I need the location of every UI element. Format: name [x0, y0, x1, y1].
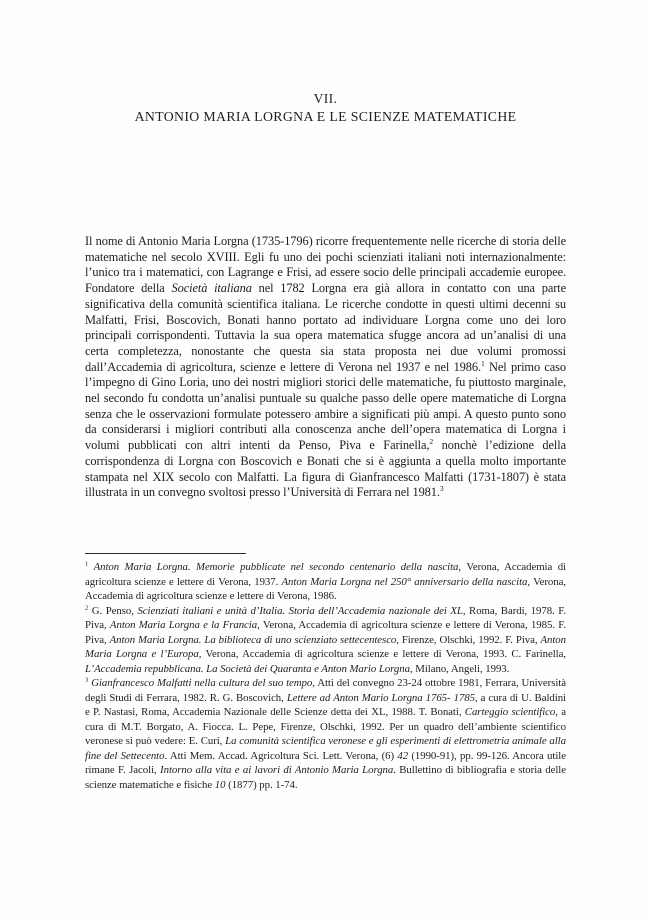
footnote-marker: 3 — [439, 484, 444, 494]
body-paragraph — [85, 234, 566, 501]
text-run: , Roma, Bardi, 1978. F. Piva, — [85, 604, 567, 631]
text-run: , Verona, Accademia di agricoltura scienze e lettere di Verona, 1985. F. Piva, — [85, 619, 567, 646]
footnote-2 — [85, 604, 566, 677]
footnote-marker: 2 — [85, 603, 89, 611]
italic-text-run: 10 — [214, 778, 226, 791]
italic-text-run: Anton Maria Lorgna. Memorie pubblicate nel secondo centenario della nascita — [88, 561, 459, 573]
text-run: G. Penso, — [88, 604, 138, 617]
italic-text-run: Società italiana — [171, 281, 252, 296]
italic-text-run: Intorno alla vita e ai lavori di Antonio Maria Lorgna — [160, 764, 394, 776]
footnote-3 — [85, 676, 566, 792]
text-run: , a cura di M.T. Borgato, A. Fiocca. L. Pepe, Firenze, Olschki, 1992. Per un quadro dell’ambiente scientifico veronese si può vedere: E. Curi, — [85, 706, 566, 747]
footnote-1 — [85, 560, 566, 604]
footnote-marker: 1 — [85, 560, 89, 568]
italic-text-run: Gianfrancesco Malfatti nella cultura del suo tempo — [88, 677, 313, 689]
italic-text-run: Scienziati italiani e unità d’Italia. Storia dell’Accademia nazionale dei XL — [137, 604, 463, 617]
text-run: , Verona, Accademia di agricoltura scienze e lettere di Verona, 1993. C. Farinella, — [198, 648, 567, 660]
text-run: , Verona, Accademia di agricoltura scienze e lettere di Verona, 1937. — [85, 561, 567, 588]
text-run: (1877) pp. 1-74. — [225, 778, 298, 791]
text-run: , Firenze, Olschki, 1992. F. Piva, — [396, 633, 541, 646]
footnote-marker: 3 — [85, 676, 89, 684]
footnote-separator-rule — [85, 553, 246, 554]
footnote-marker: 1 — [480, 358, 485, 368]
chapter-number: VII. — [313, 91, 338, 106]
italic-text-run: La comunità scientifica veronese e gli esperimenti di elettrometria animale alla fine del Settecento — [85, 735, 566, 762]
italic-text-run: Anton Maria Lorgna e la Francia — [109, 619, 258, 631]
main-text-block — [85, 234, 566, 501]
text-run: . Bullettino di bibliografia e storia delle scienze matematiche e fisiche — [85, 764, 566, 791]
footnote-marker: 2 — [429, 437, 434, 447]
text-run: , a cura di U. Baldini e P. Nastasi, Roma, Accademia Nazionale delle Scienze detta dei XL, 1988. T. Bonati, — [85, 691, 566, 718]
italic-text-run: Lettere ad Anton Mario Lorgna 1765- 1785 — [286, 691, 475, 704]
italic-text-run: 42 — [397, 749, 409, 762]
footnotes-section — [85, 553, 566, 792]
text-run: , Milano, Angeli, 1993. — [409, 662, 510, 675]
italic-text-run: Anton Maria Lorgna. La biblioteca di uno scienziato settecentesco — [109, 633, 397, 646]
text-run: nel 1782 Lorgna era già allora in contatto con una parte significativa della comunità scientifica italiana. Le ricerche condotte in questi ultimi decenni su Malfatti, Frisi, Boscovich, Bonati hanno portato ad individuare Lorgna come uno dei loro principali corrispondenti. Tuttavia la sua opera matematica sfugge ancora ad un’analisi di una certa completezza, nonostante che questa sia stata proposta nei due volumi promossi dall’Accademia di agricoltura, scienze e lettere di Verona nel 1937 e nel 1986. — [85, 281, 566, 374]
text-run: Il nome di Antonio Maria Lorgna (1735-1796) ricorre frequentemente nelle ricerche di storia delle matematiche nel secolo XVIII. Egli fu uno dei pochi scienziati italiani noti internazionalmente: l’unico tra i matematici, con Lagrange e Frisi, ad essere socio delle principali accademie europee. Fondatore della — [85, 234, 566, 296]
chapter-heading — [85, 90, 566, 126]
italic-text-run: L’Accademia repubblicana. La Società dei Quaranta e Anton Mario Lorgna — [85, 662, 410, 675]
italic-text-run: Anton Maria Lorgna nel 250° anniversario della nascita — [281, 575, 528, 588]
text-run: , Atti del convegno 23-24 ottobre 1981, Ferrara, Università degli Studi di Ferrara, 1982. R. G. Boscovich, — [85, 677, 566, 704]
chapter-title: ANTONIO MARIA LORGNA E LE SCIENZE MATEMATICHE — [134, 109, 517, 124]
text-run: . Atti Mem. Accad. Agricoltura Sci. Lett. Verona, (6) — [164, 749, 398, 762]
italic-text-run: Anton Maria Lorgna e l’Europa — [85, 633, 566, 660]
italic-text-run: Carteggio scientifico — [464, 706, 556, 718]
text-run: (1990-91), pp. 99-126. Ancora utile rimane F. Jacoli, — [85, 749, 566, 776]
text-run: Nel primo caso l’impegno di Gino Loria, uno dei nostri migliori storici delle matematiche, fu piuttosto marginale, nel secondo fu condotta un’analisi puntuale su qualche passo delle opere matematiche di Lorgna senza che le osservazioni formulate potessero ambire a significati più ampi. A questo punto sono da considerarsi i migliori contributi alla conoscenza anche dell’opera matematica di Lorgna i volumi pubblicati con altri intenti da Penso, Piva e Farinella, — [85, 359, 567, 453]
text-run: nonchè l’edizione della corrispondenza di Lorgna con Boscovich e Bonati che si è aggiunta a quella molto importante stampata nel XIX secolo con Malfatti. La figura di Gianfrancesco Malfatti (1731-1807) è stata illustrata in un convegno svoltosi presso l’Università di Ferrara nel 1981. — [85, 438, 566, 500]
text-run: , Verona, Accademia di agricoltura scienze e lettere di Verona, 1986. — [85, 575, 566, 602]
